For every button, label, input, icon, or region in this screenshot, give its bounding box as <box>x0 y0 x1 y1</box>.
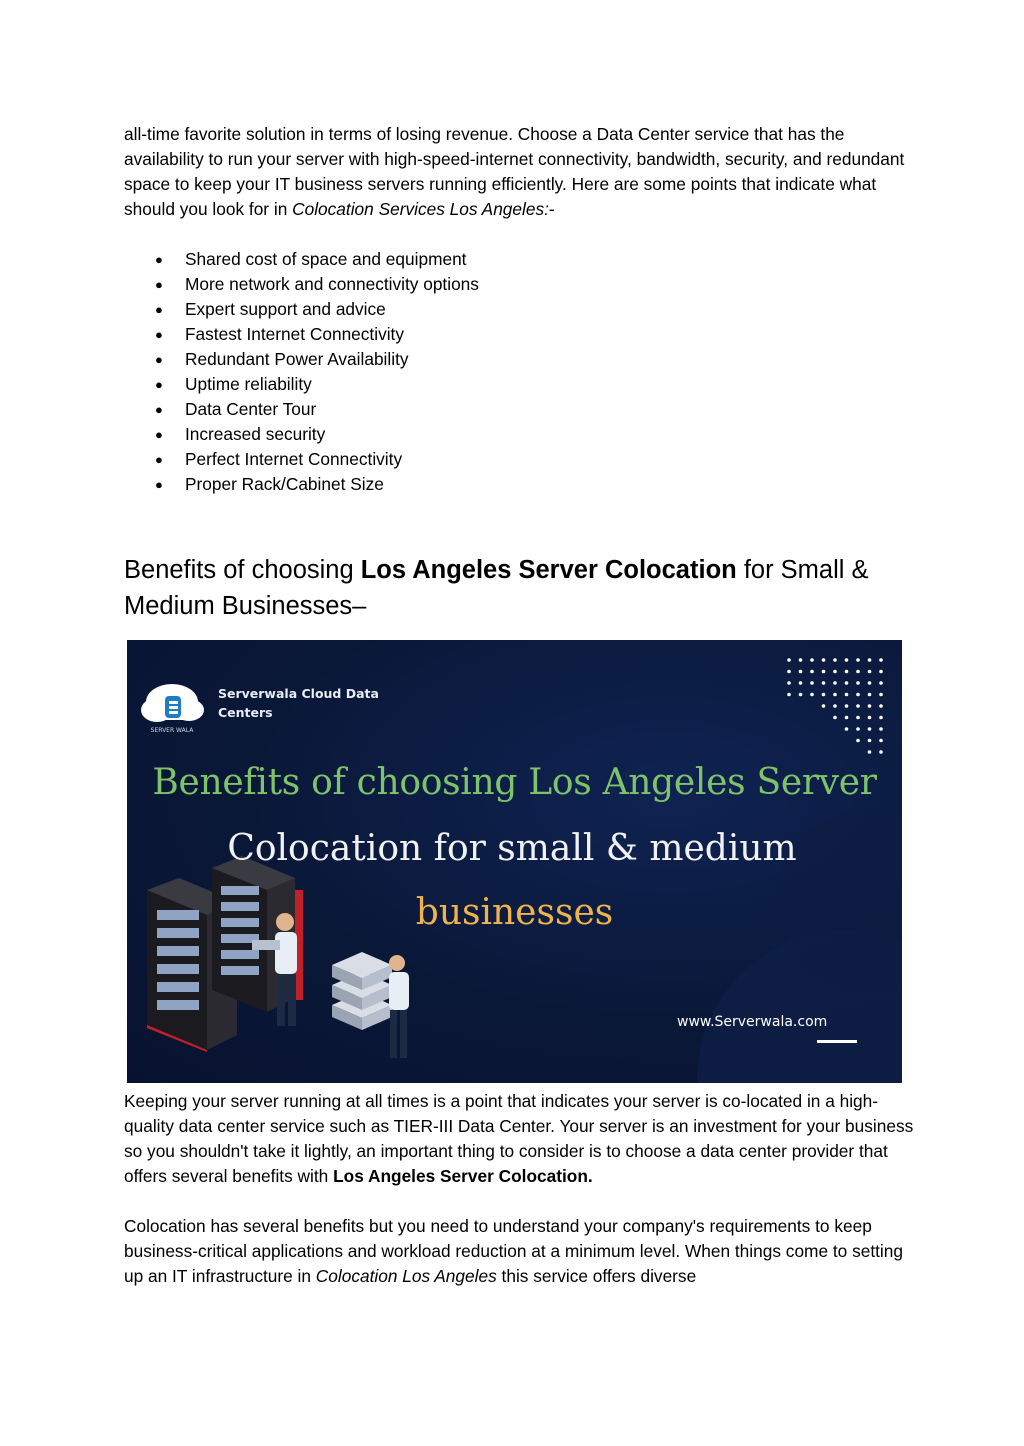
list-item-text: Uptime reliability <box>185 374 312 394</box>
list-item-text: Perfect Internet Connectivity <box>185 449 403 469</box>
dot-grid-decoration <box>787 658 883 754</box>
banner-title-line-2: Colocation for small & medium <box>227 828 797 869</box>
list-item <box>124 272 479 297</box>
list-item <box>124 247 479 272</box>
para2-text: Keeping your server running at all times is a point that indicates your server is co-located in a high-quality data center service such as TIER-III Data Center. Your server is an investment for your business so you shouldn't take it lightly, an important thing to consider is to choose a data center provider that offers several benefits with <box>124 1091 914 1186</box>
list-item-text: Proper Rack/Cabinet Size <box>185 474 384 494</box>
server-stack-icon <box>332 952 392 1030</box>
brand-name: Serverwala Cloud Data Centers <box>218 686 379 720</box>
bullet-dot-icon: ● <box>155 252 163 267</box>
list-item-text: Shared cost of space and equipment <box>185 249 467 269</box>
url-underline <box>817 1040 857 1043</box>
list-item <box>124 372 479 397</box>
list-item-text: Fastest Internet Connectivity <box>185 324 404 344</box>
list-item <box>124 447 479 472</box>
banner-title-line-3: businesses <box>415 892 614 933</box>
list-item-text: Data Center Tour <box>185 399 317 419</box>
heading-post: for Small & Medium Businesses– <box>124 556 869 620</box>
para3-text: Colocation has several benefits but you need to understand your company's requirements to keep business-critical applications and workload reduction at a minimum level. When things come to setting up an IT infrastructure in <box>124 1216 903 1286</box>
feature-list <box>124 247 479 497</box>
cloud-logo-icon <box>141 684 204 722</box>
list-item <box>124 397 479 422</box>
bullet-dot-icon: ● <box>155 452 163 467</box>
intro-italic: Colocation Services Los Angeles: <box>292 199 549 219</box>
paragraph-colocation-benefits <box>124 1214 914 1289</box>
bullet-dot-icon: ● <box>155 352 163 367</box>
para3-italic: Colocation Los Angeles <box>315 1266 497 1286</box>
intro-paragraph <box>124 122 914 222</box>
bullet-dot-icon: ● <box>155 477 163 492</box>
banner-title-line-1: Benefits of choosing Los Angeles Server <box>152 762 877 803</box>
intro-tail: - <box>548 199 555 219</box>
bullet-dot-icon: ● <box>155 402 163 417</box>
banner-image <box>127 640 902 1083</box>
list-item <box>124 322 479 347</box>
list-item <box>124 472 479 497</box>
para2-bold: Los Angeles Server Colocation. <box>333 1166 593 1186</box>
list-item <box>124 422 479 447</box>
list-item-text: Expert support and advice <box>185 299 386 319</box>
list-item-text: Redundant Power Availability <box>185 349 409 369</box>
logo-text: SERVER WALA <box>150 727 194 734</box>
heading-pre: Benefits of choosing <box>124 556 361 584</box>
heading-bold: Los Angeles Server Colocation <box>360 556 737 584</box>
banner-url: www.Serverwala.com <box>677 1014 828 1030</box>
list-item-text: More network and connectivity options <box>185 274 479 294</box>
bullet-dot-icon: ● <box>155 327 163 342</box>
intro-text: all-time favorite solution in terms of losing revenue. Choose a Data Center service that has the availability to run your server with high-speed-internet connectivity, bandwidth, security, and redundant space to keep your IT business servers running efficiently. Here are some points that indicate what should you look for in <box>124 124 905 219</box>
list-item <box>124 347 479 372</box>
list-item <box>124 297 479 322</box>
list-item-text: Increased security <box>185 424 326 444</box>
bullet-dot-icon: ● <box>155 277 163 292</box>
bullet-dot-icon: ● <box>155 377 163 392</box>
bullet-dot-icon: ● <box>155 427 163 442</box>
bullet-dot-icon: ● <box>155 302 163 317</box>
para3-tail: this service offers diverse <box>496 1266 697 1286</box>
section-heading <box>124 552 914 624</box>
paragraph-server-running <box>124 1089 914 1189</box>
